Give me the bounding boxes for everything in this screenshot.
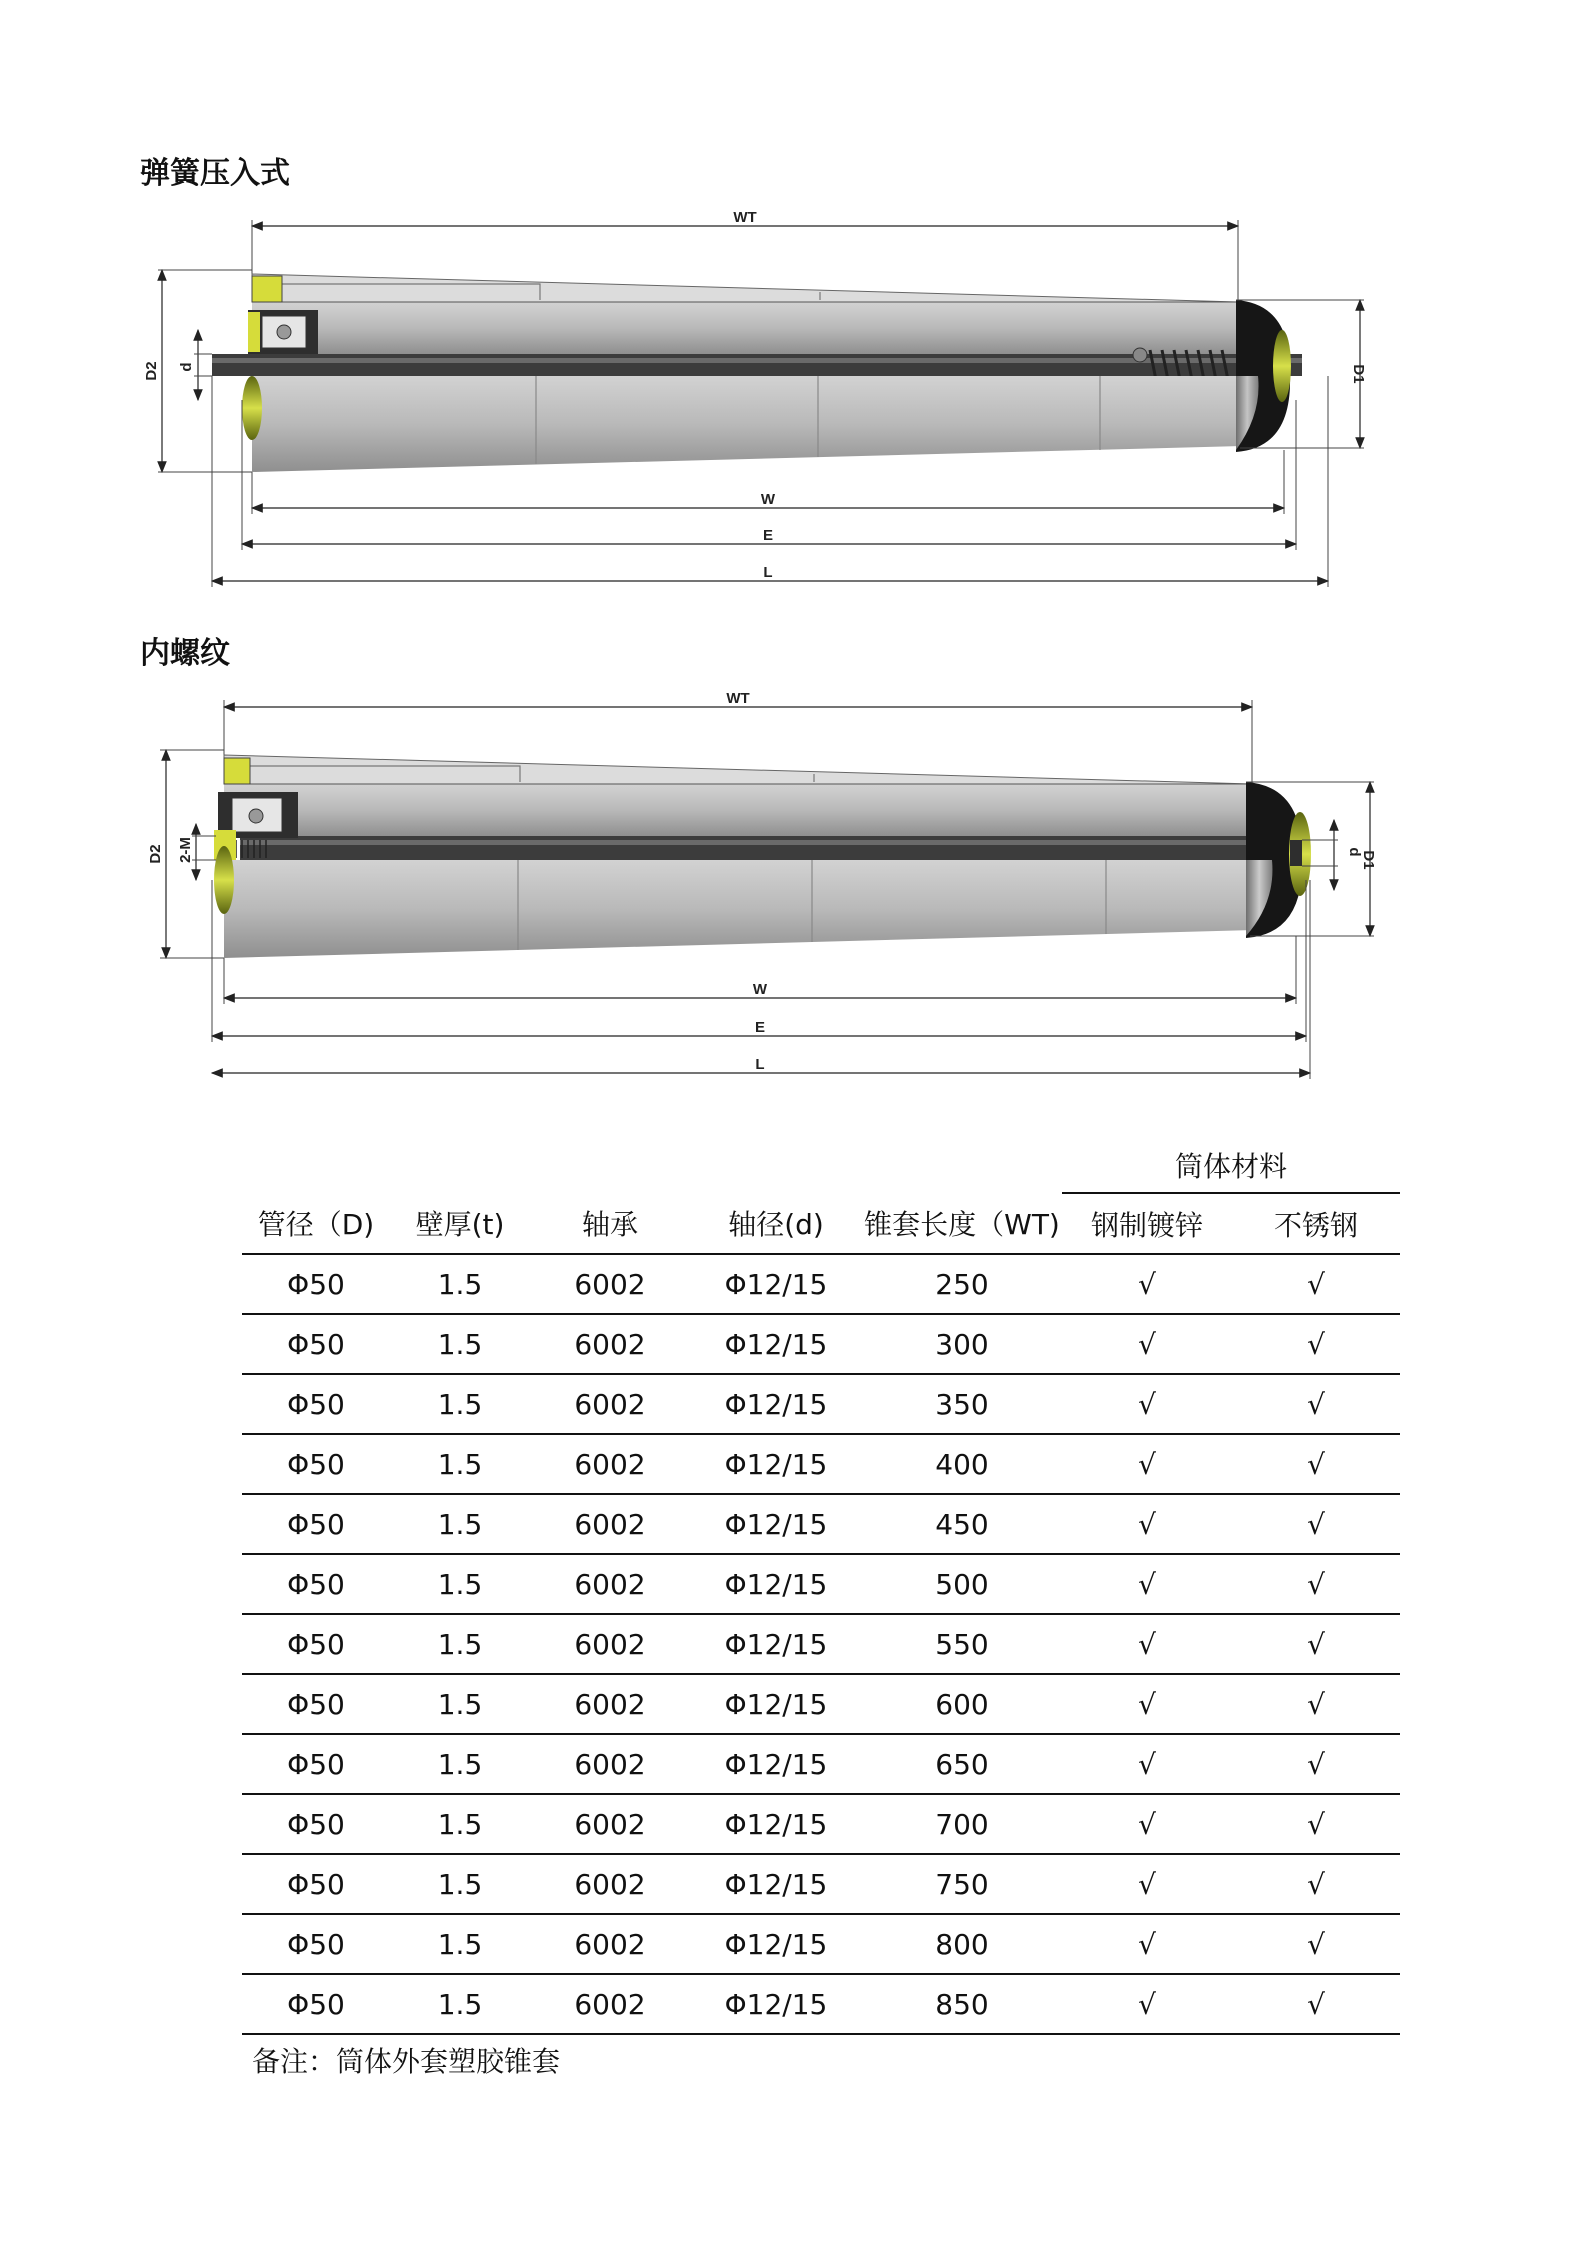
- table-cell: Φ50: [242, 1254, 390, 1314]
- table-cell: √: [1062, 1434, 1232, 1494]
- table-cell: √: [1062, 1674, 1232, 1734]
- table-row: [242, 1374, 1400, 1434]
- table-cell: Φ12/15: [690, 1794, 862, 1854]
- table-cell: √: [1062, 1734, 1232, 1794]
- column-header: 锥套长度（WT): [862, 1193, 1062, 1254]
- table-cell: 1.5: [390, 1854, 530, 1914]
- table-cell: √: [1232, 1914, 1400, 1974]
- table-cell: Φ12/15: [690, 1674, 862, 1734]
- table-cell: 1.5: [390, 1794, 530, 1854]
- table-cell: 450: [862, 1494, 1062, 1554]
- dim-label-wt: WT: [733, 209, 757, 226]
- tapered-roller-drawing-thread: [0, 680, 1588, 1090]
- spec-table: [242, 1137, 1400, 2035]
- dim-label-w: W: [760, 491, 776, 508]
- dim-label-l-2: L: [755, 1056, 765, 1073]
- table-cell: √: [1232, 1254, 1400, 1314]
- table-cell: Φ50: [242, 1374, 390, 1434]
- table-row: [242, 1794, 1400, 1854]
- dim-label-wt-2: WT: [726, 690, 750, 707]
- table-cell: √: [1062, 1914, 1232, 1974]
- dim-label-d1-2: D1: [1360, 850, 1377, 870]
- column-header: 不锈钢: [1232, 1193, 1400, 1254]
- table-cell: 300: [862, 1314, 1062, 1374]
- table-cell: Φ50: [242, 1674, 390, 1734]
- column-header: 轴承: [530, 1193, 690, 1254]
- table-header-row: [242, 1193, 1400, 1254]
- section-title-thread: 内螺纹: [140, 636, 230, 671]
- table-cell: √: [1232, 1854, 1400, 1914]
- dim-label-e: E: [762, 527, 774, 544]
- table-cell: √: [1232, 1374, 1400, 1434]
- table-cell: 250: [862, 1254, 1062, 1314]
- table-cell: 6002: [530, 1974, 690, 2034]
- table-cell: Φ12/15: [690, 1554, 862, 1614]
- table-row: [242, 1914, 1400, 1974]
- table-cell: 400: [862, 1434, 1062, 1494]
- table-cell: Φ50: [242, 1974, 390, 2034]
- table-cell: √: [1062, 1794, 1232, 1854]
- table-cell: Φ50: [242, 1734, 390, 1794]
- table-body: [242, 1254, 1400, 2034]
- table-row: [242, 1254, 1400, 1314]
- dim-label-d: d: [178, 362, 195, 372]
- table-cell: 1.5: [390, 1494, 530, 1554]
- table-row: [242, 1494, 1400, 1554]
- table-cell: 6002: [530, 1434, 690, 1494]
- table-cell: √: [1232, 1794, 1400, 1854]
- table-cell: 1.5: [390, 1434, 530, 1494]
- table-cell: Φ50: [242, 1434, 390, 1494]
- table-cell: Φ50: [242, 1614, 390, 1674]
- table-cell: 6002: [530, 1734, 690, 1794]
- table-cell: 800: [862, 1914, 1062, 1974]
- table-cell: Φ12/15: [690, 1914, 862, 1974]
- tapered-roller-drawing-spring: [0, 200, 1588, 600]
- table-group-spacer: [242, 1137, 1062, 1193]
- table-cell: √: [1232, 1554, 1400, 1614]
- column-header: 壁厚(t): [390, 1193, 530, 1254]
- table-cell: √: [1232, 1494, 1400, 1554]
- section-title-spring: 弹簧压入式: [140, 156, 290, 191]
- table-cell: √: [1062, 1554, 1232, 1614]
- dim-label-d-2: d: [1346, 847, 1363, 857]
- table-cell: Φ12/15: [690, 1974, 862, 2034]
- table-cell: Φ50: [242, 1794, 390, 1854]
- column-header: 管径（D): [242, 1193, 390, 1254]
- dim-label-d1: D1: [1350, 364, 1367, 384]
- table-cell: √: [1232, 1614, 1400, 1674]
- column-header: 轴径(d): [690, 1193, 862, 1254]
- table-cell: 6002: [530, 1674, 690, 1734]
- table-cell: 1.5: [390, 1314, 530, 1374]
- table-cell: 6002: [530, 1854, 690, 1914]
- table-group-header-row: [242, 1137, 1400, 1193]
- table-row: [242, 1554, 1400, 1614]
- table-cell: Φ12/15: [690, 1614, 862, 1674]
- table-cell: 1.5: [390, 1734, 530, 1794]
- table-cell: 6002: [530, 1614, 690, 1674]
- table-cell: Φ50: [242, 1494, 390, 1554]
- dim-label-l: L: [763, 564, 773, 581]
- table-cell: √: [1062, 1614, 1232, 1674]
- table-cell: √: [1232, 1674, 1400, 1734]
- table-cell: 6002: [530, 1314, 690, 1374]
- table-cell: √: [1062, 1494, 1232, 1554]
- table-cell: √: [1232, 1734, 1400, 1794]
- dim-label-d2-2: D2: [147, 844, 164, 864]
- table-cell: 1.5: [390, 1374, 530, 1434]
- table-cell: Φ12/15: [690, 1734, 862, 1794]
- table-cell: 1.5: [390, 1674, 530, 1734]
- table-row: [242, 1614, 1400, 1674]
- column-header: 钢制镀锌: [1062, 1193, 1232, 1254]
- table-cell: 1.5: [390, 1914, 530, 1974]
- table-cell: 700: [862, 1794, 1062, 1854]
- table-cell: Φ12/15: [690, 1494, 862, 1554]
- table-cell: 350: [862, 1374, 1062, 1434]
- dim-label-2m: 2-M: [177, 837, 194, 863]
- table-cell: 6002: [530, 1794, 690, 1854]
- table-cell: Φ50: [242, 1914, 390, 1974]
- dim-label-w-2: W: [752, 981, 768, 998]
- table-cell: 650: [862, 1734, 1062, 1794]
- dim-label-e-2: E: [754, 1019, 766, 1036]
- table-row: [242, 1974, 1400, 2034]
- table-row: [242, 1674, 1400, 1734]
- table-cell: Φ50: [242, 1554, 390, 1614]
- table-row: [242, 1434, 1400, 1494]
- dim-label-d2: D2: [143, 361, 160, 381]
- table-cell: 6002: [530, 1914, 690, 1974]
- table-row: [242, 1314, 1400, 1374]
- table-row: [242, 1854, 1400, 1914]
- table-cell: 1.5: [390, 1614, 530, 1674]
- table-cell: Φ12/15: [690, 1854, 862, 1914]
- table-cell: √: [1232, 1314, 1400, 1374]
- table-cell: 6002: [530, 1374, 690, 1434]
- table-cell: Φ50: [242, 1854, 390, 1914]
- table-cell: 1.5: [390, 1254, 530, 1314]
- table-cell: 500: [862, 1554, 1062, 1614]
- table-cell: Φ12/15: [690, 1314, 862, 1374]
- table-cell: 850: [862, 1974, 1062, 2034]
- table-cell: √: [1062, 1314, 1232, 1374]
- table-cell: √: [1232, 1974, 1400, 2034]
- table-cell: √: [1062, 1374, 1232, 1434]
- table-cell: Φ12/15: [690, 1434, 862, 1494]
- note-text: 备注：筒体外套塑胶锥套: [252, 2045, 561, 2078]
- table-cell: 550: [862, 1614, 1062, 1674]
- table-cell: √: [1062, 1254, 1232, 1314]
- table-cell: Φ12/15: [690, 1374, 862, 1434]
- table-cell: 1.5: [390, 1974, 530, 2034]
- table-cell: 750: [862, 1854, 1062, 1914]
- table-cell: 6002: [530, 1494, 690, 1554]
- material-group-header: 筒体材料: [1062, 1137, 1400, 1193]
- table-cell: Φ12/15: [690, 1254, 862, 1314]
- table-cell: Φ50: [242, 1314, 390, 1374]
- table-cell: 600: [862, 1674, 1062, 1734]
- table-cell: √: [1232, 1434, 1400, 1494]
- table-cell: √: [1062, 1974, 1232, 2034]
- table-cell: 6002: [530, 1254, 690, 1314]
- table-cell: √: [1062, 1854, 1232, 1914]
- table-row: [242, 1734, 1400, 1794]
- table-cell: 1.5: [390, 1554, 530, 1614]
- table-cell: 6002: [530, 1554, 690, 1614]
